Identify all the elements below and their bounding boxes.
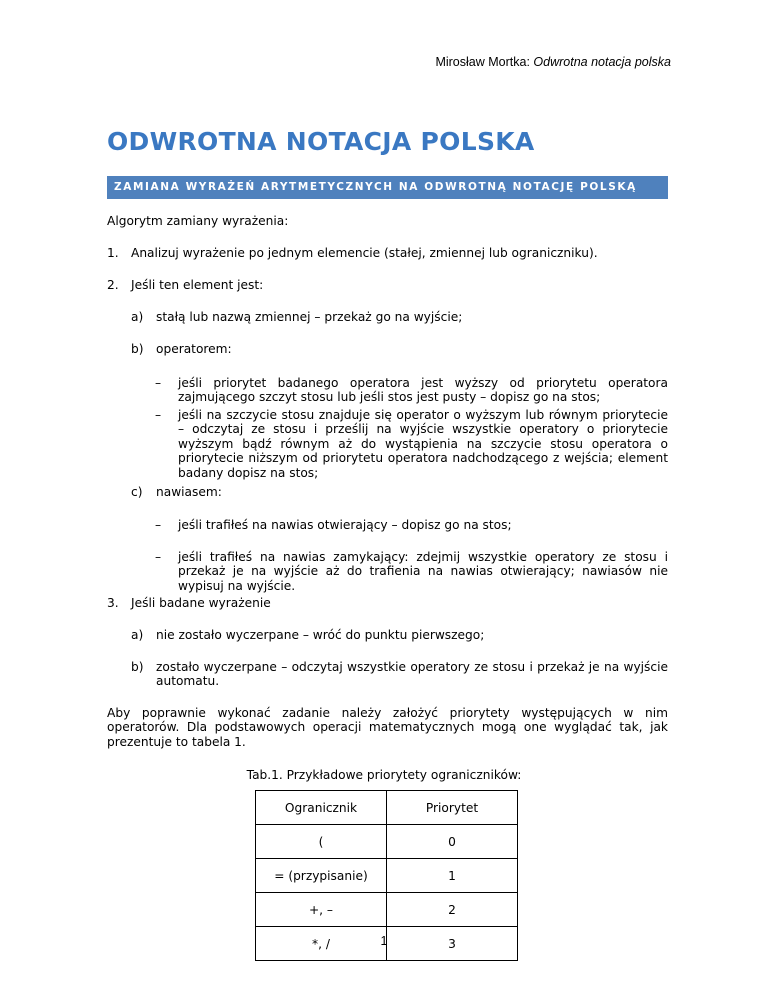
header-doc-title: Odwrotna notacja polska	[533, 55, 671, 69]
table-cell: = (przypisanie)	[256, 859, 387, 893]
step-2b-bullet-1-text: jeśli priorytet badanego operatora jest wyższy od priorytetu operatora zajmującego szczyt stosu lub jeśli stos jest pusty – dopisz go na stos;	[178, 376, 668, 405]
step-1-number: 1.	[107, 246, 119, 260]
step-2b-bullet-2-text: jeśli na szczycie stosu znajduje się operator o wyższym lub równym priorytecie – odczytaj ze stosu i prześlij na wyjście wszystkie operatory o priorytecie wyższym bądź równym aż do wystąpienia na szczycie stosu operatora o priorytecie niższym od priorytetu operatora nadchodzącego z wejścia; element badany dopisz na stos;	[178, 408, 668, 480]
page-title: ODWROTNA NOTACJA POLSKA	[107, 127, 535, 156]
step-3b-text: zostało wyczerpane – odczytaj wszystkie operatory ze stosu i przekaż je na wyjście automatu.	[156, 660, 668, 689]
table-cell: *, /	[256, 927, 387, 961]
intro-text: Algorytm zamiany wyrażenia:	[107, 214, 289, 228]
header-author: Mirosław Mortka:	[435, 55, 530, 69]
page-number: 1	[380, 934, 388, 948]
step-2a-text: stałą lub nazwą zmiennej – przekaż go na wyjście;	[156, 310, 463, 324]
step-3-number: 3.	[107, 596, 119, 610]
table-header-cell: Priorytet	[387, 791, 518, 825]
step-2b-letter: b)	[131, 342, 144, 356]
table-row	[256, 825, 518, 859]
table-cell: 2	[387, 893, 518, 927]
step-2-text: Jeśli ten element jest:	[131, 278, 264, 292]
step-3a-text: nie zostało wyczerpane – wróć do punktu pierwszego;	[156, 628, 485, 642]
step-2c-bullet-2-text: jeśli trafiłeś na nawias zamykający: zdejmij wszystkie operatory ze stosu i przekaż je na wyjście aż do trafienia na nawias otwierający; nawiasów nie wypisuj na wyjście.	[178, 550, 668, 593]
step-2c-bullet-1: –	[155, 518, 162, 532]
step-3a-letter: a)	[131, 628, 144, 642]
step-2c-bullet-1-text: jeśli trafiłeś na nawias otwierający – dopisz go na stos;	[178, 518, 512, 532]
step-2a-letter: a)	[131, 310, 144, 324]
table-cell: +, –	[256, 893, 387, 927]
running-header	[435, 55, 671, 69]
step-2b-bullet-1: –	[155, 376, 162, 390]
step-2c-bullet-2: –	[155, 550, 162, 564]
table-header-row	[256, 791, 518, 825]
step-2b-bullet-2: –	[155, 408, 162, 422]
step-3-text: Jeśli badane wyrażenie	[131, 596, 271, 610]
step-3b-letter: b)	[131, 660, 144, 674]
table-cell: 1	[387, 859, 518, 893]
table-cell: 3	[387, 927, 518, 961]
step-2b-text: operatorem:	[156, 342, 232, 356]
body-paragraph: Aby poprawnie wykonać zadanie należy założyć priorytety występujących w nim operatorów. Dla podstawowych operacji matematycznych mogą one wyglądać tak, jak prezentuje to tabela 1.	[107, 706, 668, 749]
table-header-cell: Ogranicznik	[256, 791, 387, 825]
step-2c-text: nawiasem:	[156, 485, 222, 499]
table-caption: Tab.1. Przykładowe priorytety ograniczników:	[246, 768, 522, 782]
step-2-number: 2.	[107, 278, 119, 292]
section-heading: ZAMIANA WYRAŻEŃ ARYTMETYCZNYCH NA ODWROTNĄ NOTACJĘ POLSKĄ	[114, 181, 637, 193]
section-heading-band	[107, 176, 668, 199]
step-2c-letter: c)	[131, 485, 143, 499]
step-1-text: Analizuj wyrażenie po jednym elemencie (stałej, zmiennej lub ograniczniku).	[131, 246, 598, 260]
table-cell: 0	[387, 825, 518, 859]
table-cell: (	[256, 825, 387, 859]
table-row	[256, 859, 518, 893]
table-row	[256, 893, 518, 927]
